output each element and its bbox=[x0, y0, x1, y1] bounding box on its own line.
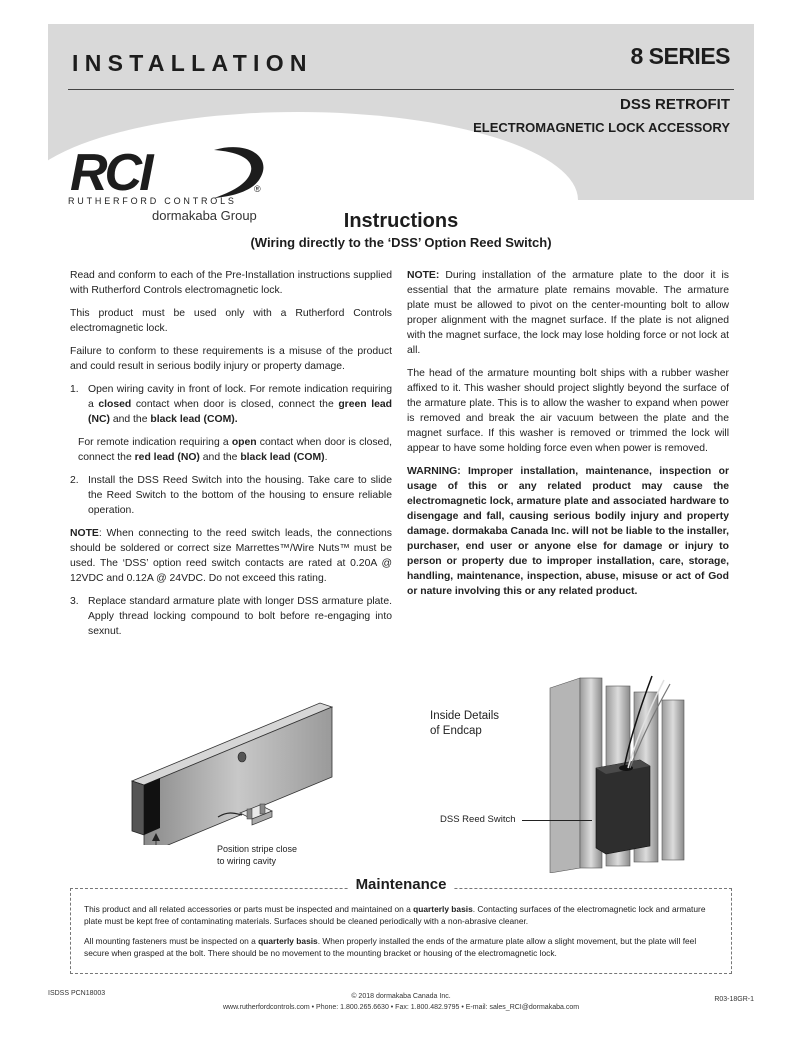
step-1-text-e: and the bbox=[109, 414, 151, 425]
reed-switch-label: DSS Reed Switch bbox=[440, 814, 516, 825]
reed-switch-leader-line bbox=[522, 820, 592, 821]
footer-contact: www.rutherfordcontrols.com • Phone: 1.800.265.6630 • Fax: 1.800.482.9795 • E-mail: sales_RCI@dormakaba.com bbox=[222, 1004, 580, 1011]
armature-plate-diagram bbox=[120, 685, 430, 845]
endcap-rib-4 bbox=[662, 700, 684, 860]
page-subtitle: (Wiring directly to the ‘DSS’ Option Reed Switch) bbox=[250, 235, 552, 250]
stripe-label-line-1: Position stripe close bbox=[217, 844, 298, 854]
step-3 bbox=[70, 594, 392, 639]
left-column bbox=[70, 268, 392, 647]
inside-details-label bbox=[430, 709, 499, 739]
remote-black-lead: black lead (COM) bbox=[240, 452, 325, 463]
remote-red-lead: red lead (NO) bbox=[134, 452, 200, 463]
step-1-text-c: contact when door is closed, connect the bbox=[131, 399, 339, 410]
stripe-label-line-2: to wiring cavity bbox=[217, 856, 277, 866]
intro-paragraph: Read and conform to each of the Pre-Installation instructions supplied with Rutherford Controls electromagnetic lock. bbox=[70, 270, 392, 296]
plate-stripe bbox=[144, 778, 160, 835]
inside-label-line-2: of Endcap bbox=[430, 725, 482, 737]
misuse-paragraph: Failure to conform to these requirements is a misuse of the product and could result in serious bodily injury or property damage. bbox=[70, 346, 392, 372]
step-1-number: 1. bbox=[70, 384, 79, 395]
footer-doc-code: ISDSS PCN18003 bbox=[48, 990, 106, 997]
remote-text-c: contact when door is closed, connect the bbox=[78, 437, 392, 463]
reed-switch-housing bbox=[596, 760, 650, 854]
logo-registered: ® bbox=[254, 184, 261, 194]
maintenance-p1-c: . Contacting surfaces of the electromagnetic lock and armature plate must be kept free of contaminating materials. Surfaces should be cleaned periodically with a non-abrasive cleaner. bbox=[84, 904, 706, 926]
logo-mark: RCI bbox=[70, 144, 151, 202]
plate-front-face bbox=[144, 707, 332, 845]
remote-indication-text bbox=[78, 435, 392, 465]
remote-text-a: For remote indication requiring a bbox=[78, 437, 232, 448]
header-title: INSTALLATION bbox=[72, 50, 313, 76]
remote-text-e: and the bbox=[199, 452, 241, 463]
maintenance-paragraph-1 bbox=[84, 903, 720, 927]
maintenance-p1-a: This product and all related accessories or parts must be inspected and maintained on a bbox=[84, 904, 414, 914]
maintenance-p2-quarterly: quarterly basis bbox=[258, 936, 318, 946]
maintenance-p2-a: All mounting fasteners must be inspected on a bbox=[84, 936, 259, 946]
step-1-closed: closed bbox=[98, 399, 132, 410]
header-divider bbox=[68, 89, 734, 90]
step-2 bbox=[70, 473, 392, 518]
maintenance-title: Maintenance bbox=[348, 876, 455, 893]
maintenance-paragraph-2 bbox=[84, 935, 720, 959]
step-2-number: 2. bbox=[70, 475, 79, 486]
step-1-green-lead: green lead (NC) bbox=[88, 399, 392, 425]
remote-indication bbox=[78, 435, 392, 465]
maintenance-text bbox=[84, 903, 720, 967]
logo-group: dormakaba Group bbox=[152, 208, 257, 223]
maintenance-p2-c: . When properly installed the ends of the armature plate allow a slight movement, but the plate will feel secure when grasped at the bolt. There should be no movement to the mounting bracket or housing of the electromagnetic lock. bbox=[84, 936, 697, 958]
page-title: Instructions bbox=[343, 210, 459, 232]
header-subtitle: ELECTROMAGNETIC LOCK ACCESSORY bbox=[473, 120, 730, 135]
step-3-text: Replace standard armature plate with longer DSS armature plate. Apply thread locking compound to bolt before re-engaging into sexnut. bbox=[88, 596, 392, 637]
remote-text-g: . bbox=[324, 452, 328, 463]
note-label: NOTE bbox=[70, 528, 99, 539]
usage-paragraph: This product must be used only with a Rutherford Controls electromagnetic lock. bbox=[70, 308, 392, 334]
note-text: : When connecting to the reed switch leads, the connections should be soldered or correct size Marrettes™/Wire Nuts™ must be used. The ‘DSS’ option reed switch contacts are rated at 0.20A @ 12VDC and 0.12A @ 24VDC. Do not exceed this rating. bbox=[70, 528, 392, 584]
step-1 bbox=[70, 382, 392, 427]
right-column bbox=[407, 268, 729, 607]
remote-open: open bbox=[231, 437, 257, 448]
header-series: 8 SERIES bbox=[630, 43, 730, 69]
stripe-label bbox=[217, 843, 297, 867]
header-product: DSS RETROFIT bbox=[619, 96, 730, 113]
endcap-side bbox=[550, 678, 580, 873]
note-paragraph bbox=[70, 526, 392, 586]
armature-note bbox=[407, 268, 729, 358]
step-2-text: Install the DSS Reed Switch into the housing. Take care to slide the Reed Switch to the bottom of the housing to ensure reliable operation. bbox=[88, 475, 392, 516]
footer-revision: R03-18GR-1 bbox=[714, 996, 754, 1003]
step-3-number: 3. bbox=[70, 596, 79, 607]
warning-paragraph: WARNING: Improper installation, maintenance, inspection or usage of this or any related product may cause the electromagnetic lock, armature plate and associated hardware to disengage and fall, causing serious bodily injury and property damage. dormakaba Canada Inc. will not be liable to the installer, purchaser, end user or anyone else for damage or injury to person or property due to improper installation, care, storage, handling, maintenance, inspection, abuse, misuse or act of God or nature involving this or any related product. bbox=[407, 466, 729, 597]
step-1-text-a: Open wiring cavity in front of lock. For remote indication requiring a bbox=[88, 384, 392, 410]
step-1-text bbox=[88, 382, 392, 427]
plate-bolt-hole bbox=[238, 752, 246, 762]
maintenance-title-wrap bbox=[0, 876, 802, 894]
endcap-diagram bbox=[540, 668, 700, 873]
armature-note-text: During installation of the armature plate to the door it is essential that the armature plate remains movable. The armature plate must be allowed to pivot on the center-mounting bolt to allow proper alignment with the magnet surface. If the plate is not aligned with the magnet surface, the lock may lose holding force or not lock at all. bbox=[407, 270, 729, 356]
inside-label-line-1: Inside Details bbox=[430, 710, 500, 722]
footer-copyright: © 2018 dormakaba Canada Inc. bbox=[351, 993, 451, 1000]
plate-end bbox=[132, 781, 144, 835]
washer-paragraph: The head of the armature mounting bolt ships with a rubber washer affixed to it. This washer should project slightly beyond the surface of the armature plate. This is to allow the washer to expand when power is removed and break the air vacuum between the plate and the magnet surface. If this washer is removed or trimmed the lock will appear to have some holding force even when power is removed. bbox=[407, 368, 729, 454]
step-1-black-lead: black lead (COM). bbox=[150, 414, 238, 425]
armature-note-label: NOTE: bbox=[407, 270, 440, 281]
logo-company: RUTHERFORD CONTROLS bbox=[68, 196, 237, 206]
maintenance-p1-quarterly: quarterly basis bbox=[413, 904, 473, 914]
